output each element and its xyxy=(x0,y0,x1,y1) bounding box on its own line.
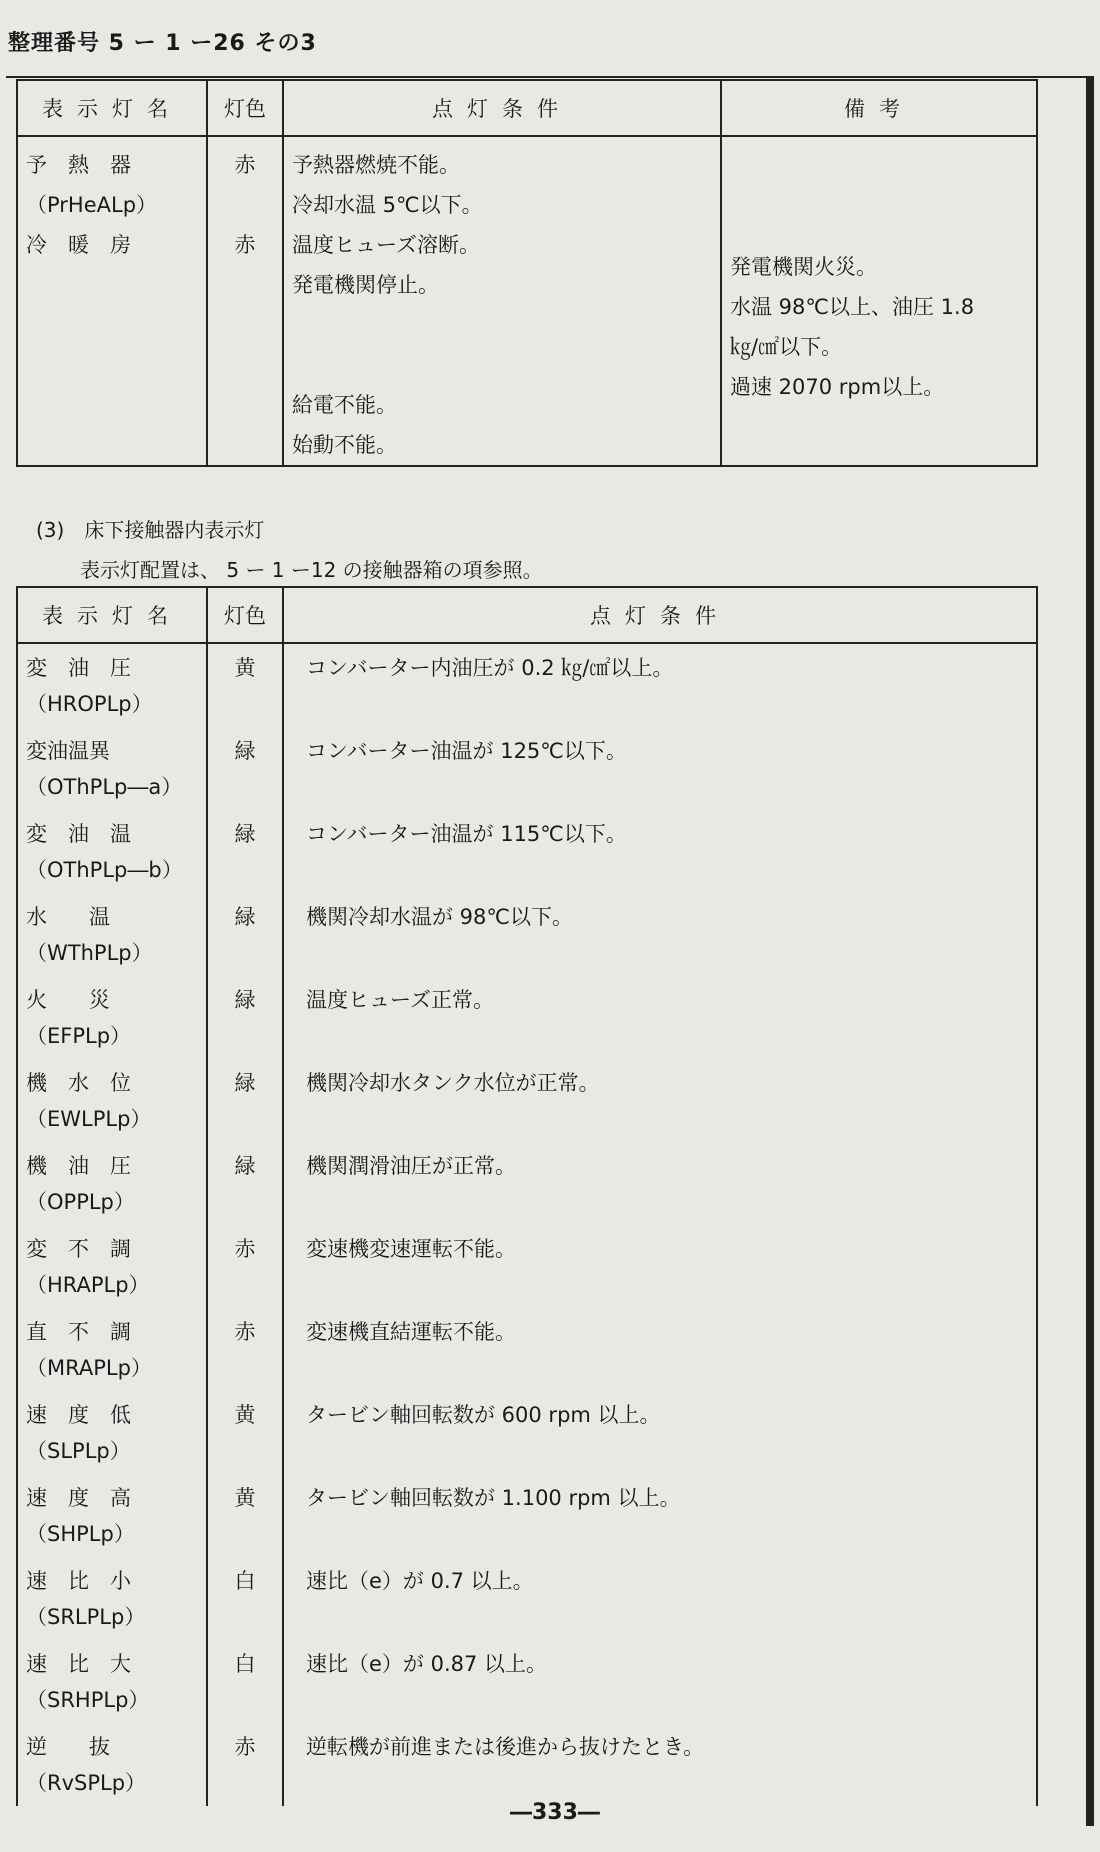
indicator-name: 速 度 低 xyxy=(26,1403,131,1427)
indicator-name: 逆 抜 xyxy=(26,1735,110,1759)
indicator-name: 水 温 xyxy=(26,905,110,929)
condition-cell: 機関冷却水温が 98℃以下。 xyxy=(306,905,573,929)
condition-cell: 機関冷却水タンク水位が正常。 xyxy=(306,1071,600,1095)
condition-cell: 速比（e）が 0.7 以上。 xyxy=(306,1569,534,1593)
table-row xyxy=(17,1225,1037,1308)
indicator-code: （SRHPLp） xyxy=(26,1688,150,1712)
color-cell: 緑 xyxy=(207,1059,283,1142)
indicator-name: 変 油 圧 xyxy=(26,656,131,680)
page-number: ―333― xyxy=(510,1800,600,1825)
section-title: (3) 床下接触器内表示灯 xyxy=(36,518,265,542)
table-row xyxy=(17,727,1037,810)
color-cell: 白 xyxy=(207,1557,283,1640)
name-cell xyxy=(17,976,207,1059)
condition-line: 冷却水温 5℃以下。 xyxy=(292,193,483,217)
name-cell xyxy=(17,1225,207,1308)
indicator-table-1 xyxy=(16,79,1038,467)
indicator-name: 速 比 小 xyxy=(26,1569,131,1593)
indicator-name: 機 油 圧 xyxy=(26,1154,131,1178)
color-cell: 黄 xyxy=(207,1474,283,1557)
indicator-name: 機 水 位 xyxy=(26,1071,131,1095)
remark-line: ㎏/㎠以下。 xyxy=(730,335,843,359)
table-row xyxy=(17,1308,1037,1391)
indicator-name: 変油温異 xyxy=(26,739,110,763)
name-cell xyxy=(17,1723,207,1806)
condition-cell: 温度ヒューズ正常。 xyxy=(306,988,494,1012)
indicator-name: 変 油 温 xyxy=(26,822,131,846)
name-line: （PrHeALp） xyxy=(26,193,158,217)
color-cell: 緑 xyxy=(207,1142,283,1225)
condition-cell: タービン軸回転数が 600 rpm 以上。 xyxy=(306,1403,661,1427)
color-cell: 黄 xyxy=(207,1391,283,1474)
table-row xyxy=(17,810,1037,893)
indicator-code: （SLPLp） xyxy=(26,1439,131,1463)
name-cell xyxy=(17,1142,207,1225)
name-cell xyxy=(17,1308,207,1391)
table-row xyxy=(17,1059,1037,1142)
table-row xyxy=(17,976,1037,1059)
name-cell xyxy=(17,810,207,893)
table-row xyxy=(17,893,1037,976)
table-row xyxy=(17,1474,1037,1557)
indicator-name: 変 不 調 xyxy=(26,1237,131,1261)
indicator-name: 火 災 xyxy=(26,988,110,1012)
name-cell xyxy=(17,727,207,810)
name-cell xyxy=(17,1640,207,1723)
name-cell xyxy=(17,1391,207,1474)
col-header-color: 灯色 xyxy=(207,587,283,643)
condition-line: 始動不能。 xyxy=(292,433,397,457)
color-cell: 黄 xyxy=(207,643,283,727)
indicator-code: （WThPLp） xyxy=(26,941,153,965)
condition-cell: 変速機変速運転不能。 xyxy=(306,1237,516,1261)
indicator-code: （OThPLp―b） xyxy=(26,858,183,882)
section-note: 表示灯配置は、 5 ー 1 ー12 の接触器箱の項参照。 xyxy=(80,558,543,582)
indicator-code: （SRLPLp） xyxy=(26,1605,146,1629)
table-row xyxy=(17,1391,1037,1474)
name-cell xyxy=(17,893,207,976)
indicator-table-2 xyxy=(16,586,1038,1806)
table-row xyxy=(17,1142,1037,1225)
indicator-code: （SHPLp） xyxy=(26,1522,135,1546)
condition-cell: コンバーター内油圧が 0.2 ㎏/㎠以上。 xyxy=(306,656,674,680)
table-row xyxy=(17,1640,1037,1723)
color-value: 赤 xyxy=(234,233,256,257)
color-value: 赤 xyxy=(234,153,256,177)
table-row xyxy=(17,1723,1037,1806)
table-row xyxy=(17,643,1037,727)
col-header-condition: 点灯条件 xyxy=(283,80,721,136)
indicator-code: （MRAPLp） xyxy=(26,1356,152,1380)
col-header-name: 表示灯名 xyxy=(17,587,207,643)
col-header-condition: 点灯条件 xyxy=(283,587,1037,643)
condition-cell: コンバーター油温が 125℃以下。 xyxy=(306,739,627,763)
color-cell: 赤 xyxy=(207,1308,283,1391)
condition-cell: 機関潤滑油圧が正常。 xyxy=(306,1154,516,1178)
indicator-code: （EWLPLp） xyxy=(26,1107,152,1131)
name-line: 冷 暖 房 xyxy=(26,233,131,257)
name-cell xyxy=(17,1474,207,1557)
condition-cell: タービン軸回転数が 1.100 rpm 以上。 xyxy=(306,1486,681,1510)
name-cell xyxy=(17,1557,207,1640)
name-cell xyxy=(17,643,207,727)
indicator-code: （HROPLp） xyxy=(26,692,153,716)
condition-cell: 変速機直結運転不能。 xyxy=(306,1320,516,1344)
indicator-code: （EFPLp） xyxy=(26,1024,132,1048)
indicator-name: 直 不 調 xyxy=(26,1320,131,1344)
condition-line: 発電機関停止。 xyxy=(292,273,439,297)
col-header-remarks: 備考 xyxy=(721,80,1037,136)
indicator-code: （OPPLp） xyxy=(26,1190,135,1214)
col-header-name: 表示灯名 xyxy=(17,80,207,136)
condition-cell xyxy=(283,136,721,466)
name-cell xyxy=(17,1059,207,1142)
condition-line: 予熱器燃焼不能。 xyxy=(292,153,460,177)
remark-line: 水温 98℃以上、油圧 1.8 xyxy=(730,295,975,319)
color-cell: 緑 xyxy=(207,976,283,1059)
color-cell: 赤 xyxy=(207,1225,283,1308)
name-line: 予 熱 器 xyxy=(26,153,131,177)
indicator-code: （RvSPLp） xyxy=(26,1771,147,1795)
color-cell: 緑 xyxy=(207,810,283,893)
condition-cell: 速比（e）が 0.87 以上。 xyxy=(306,1652,548,1676)
condition-line: 給電不能。 xyxy=(292,393,397,417)
color-cell: 緑 xyxy=(207,727,283,810)
remark-line: 過速 2070 rpm以上。 xyxy=(730,375,945,399)
color-cell: 赤 xyxy=(207,1723,283,1806)
color-cell: 白 xyxy=(207,1640,283,1723)
indicator-name: 速 度 高 xyxy=(26,1486,131,1510)
condition-cell: コンバーター油温が 115℃以下。 xyxy=(306,822,627,846)
col-header-color: 灯色 xyxy=(207,80,283,136)
remark-line: 発電機関火災。 xyxy=(730,255,877,279)
remarks-cell xyxy=(721,136,1037,466)
condition-cell: 逆転機が前進または後進から抜けたとき。 xyxy=(306,1735,705,1759)
name-cell xyxy=(17,136,207,466)
table-row xyxy=(17,1557,1037,1640)
color-cell: 緑 xyxy=(207,893,283,976)
indicator-code: （OThPLp―a） xyxy=(26,775,183,799)
condition-line: 温度ヒューズ溶断。 xyxy=(292,233,480,257)
indicator-code: （HRAPLp） xyxy=(26,1273,150,1297)
indicator-name: 速 比 大 xyxy=(26,1652,131,1676)
color-cell xyxy=(207,136,283,466)
document-number: 整理番号 5 ー 1 ー26 その3 xyxy=(8,31,317,56)
